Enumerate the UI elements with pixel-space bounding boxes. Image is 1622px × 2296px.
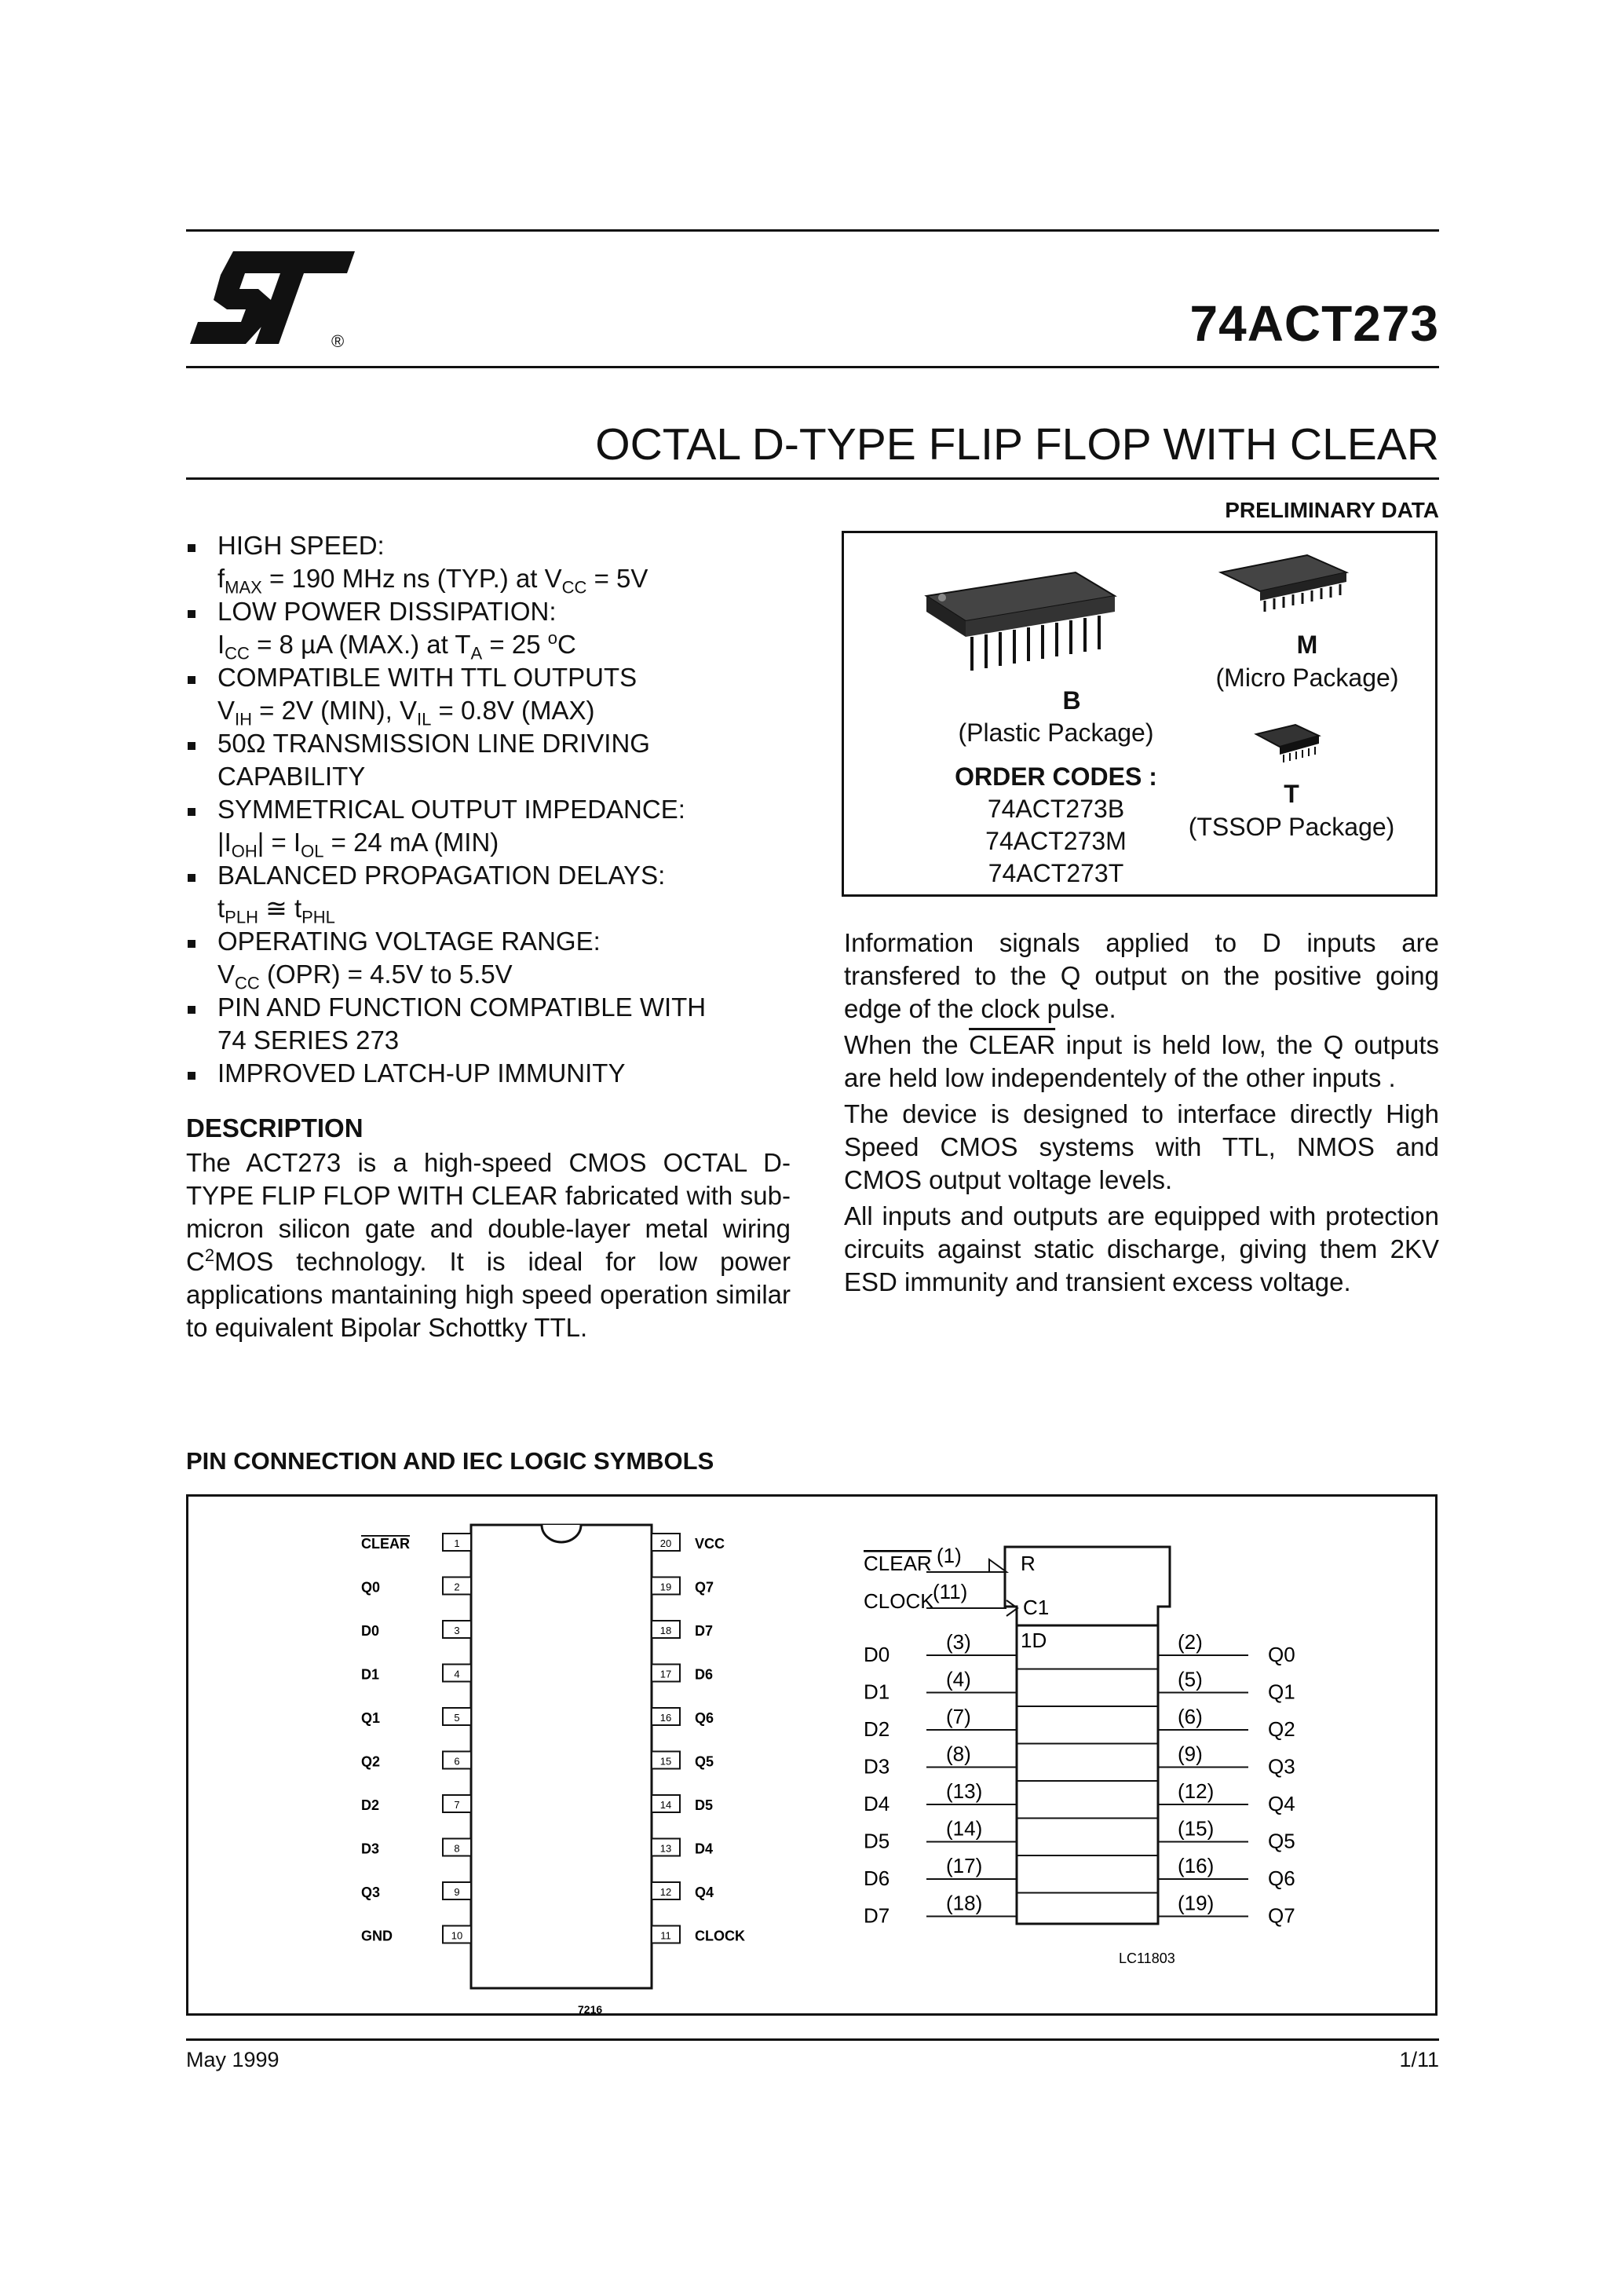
dip-pin-name: Q5 [695, 1753, 714, 1770]
feature-label: BALANCED PROPAGATION DELAYS: [217, 861, 666, 890]
iec-input-name: D1 [864, 1680, 890, 1704]
footer-date: May 1999 [186, 2048, 279, 2071]
dip-pin-number: 6 [454, 1755, 460, 1768]
preliminary-label: PRELIMINARY DATA [1225, 498, 1439, 522]
so-package-icon [1213, 549, 1354, 620]
protection-paragraph: All inputs and outputs are equipped with protection circuits against static discharge, giving them 2KV ESD immunity and transient excess voltage. [844, 1201, 1439, 1296]
dip-pin-name: D2 [361, 1797, 380, 1813]
order-code: 74ACT273B [987, 795, 1125, 823]
package-t-name: (TSSOP Package) [1188, 813, 1395, 841]
feature-label: PIN AND FUNCTION COMPATIBLE WITH [217, 993, 707, 1022]
iec-output-name: Q7 [1268, 1903, 1295, 1928]
order-code: 74ACT273T [988, 859, 1124, 887]
feature-detail: $V_{IH} = 2V$ (MIN), $V_{IL} = 0.8V$ (MAX) [217, 696, 595, 729]
iec-output-name: Q0 [1268, 1643, 1295, 1666]
iec-input-name: D7 [864, 1903, 890, 1928]
dip-package-icon [919, 565, 1123, 682]
feature-label: IMPROVED LATCH-UP IMMUNITY [217, 1058, 626, 1088]
dip-code: 7216 [578, 2003, 603, 2016]
feature-item [186, 727, 798, 793]
dip-pin-name: D5 [695, 1797, 714, 1813]
dip-pin-number: 14 [659, 1799, 672, 1811]
feature-item [186, 661, 798, 727]
iec-r-label: R [1021, 1552, 1036, 1575]
iec-output-pin: (12) [1178, 1779, 1215, 1803]
feature-detail: $I_{CC} = 8$ µA (MAX.) at $T_A = 25$ $^o$C [217, 628, 576, 664]
iec-input-pin: (18) [946, 1891, 983, 1915]
iec-c1-label: C1 [1023, 1596, 1050, 1619]
iec-input-pin: (7) [946, 1705, 971, 1728]
package-m-letter: M [1296, 631, 1318, 659]
dip-pin-number: 16 [659, 1712, 672, 1724]
dip-pin-number: 20 [659, 1537, 672, 1549]
iec-input-pin: (3) [946, 1630, 971, 1654]
feature-detail: $|I_{OH}| = I_{OL} = 24$ mA (MIN) [217, 828, 499, 861]
iec-input-pin: (13) [946, 1779, 983, 1803]
feature-detail: $t_{PLH}$ ≅ $t_{PHL}$ [217, 894, 335, 927]
iec-output-pin: (9) [1178, 1742, 1203, 1766]
dip-pin-number: 12 [659, 1886, 672, 1898]
top-rule [186, 229, 1439, 232]
dip-pin-name: D7 [695, 1623, 714, 1639]
iec-output-name: Q1 [1268, 1680, 1295, 1704]
iec-output-name: Q2 [1268, 1717, 1295, 1741]
iec-input-pin: (4) [946, 1667, 971, 1691]
dip-pin-number: 5 [454, 1712, 460, 1724]
dip-pin-name: Q2 [361, 1753, 381, 1770]
dip-pin-name: Q3 [361, 1885, 381, 1900]
dip-pin-number: 1 [454, 1537, 460, 1549]
dip-pin-name: Q7 [695, 1579, 714, 1596]
page-title: OCTAL D-TYPE FLIP FLOP WITH CLEAR [595, 419, 1439, 470]
footer-page: 1/11 [1399, 2048, 1439, 2071]
package-b-letter: B [1062, 686, 1081, 715]
iec-code: LC11803 [1119, 1951, 1175, 1966]
feature-item [186, 925, 798, 991]
pin-section-heading: PIN CONNECTION AND IEC LOGIC SYMBOLS [186, 1447, 714, 1475]
header-rule [186, 366, 1439, 368]
feature-label: 50Ω TRANSMISSION LINE DRIVING [217, 729, 650, 758]
clear-paragraph: When the CLEAR input is held low, the Q outputs are held low independentely of the other inputs . [844, 1030, 1440, 1092]
dip-pin-number: 17 [659, 1668, 672, 1680]
description-heading: DESCRIPTION [186, 1113, 363, 1143]
iec-output-pin: (15) [1178, 1816, 1215, 1841]
interface-paragraph: The device is designed to interface directly High Speed CMOS systems with TTL, NMOS and CMOS output voltage levels. [844, 1099, 1439, 1194]
order-codes-heading: ORDER CODES : [955, 762, 1157, 791]
dip-pin-name: D3 [361, 1841, 380, 1857]
dip-pin-number: 13 [659, 1842, 672, 1855]
title-rule [186, 477, 1439, 480]
iec-clock-label: CLOCK [864, 1589, 934, 1613]
iec-input-name: D0 [864, 1643, 890, 1666]
iec-output-pin: (19) [1178, 1891, 1215, 1915]
feature-detail: $V_{CC}$ (OPR) = 4.5V to 5.5V [217, 960, 513, 993]
iec-input-name: D4 [864, 1792, 890, 1815]
dip-pin-number: 18 [659, 1625, 672, 1636]
feature-label: HIGH SPEED: [217, 531, 385, 560]
registered-mark: ® [331, 331, 345, 351]
iec-clock-pin: (11) [933, 1580, 968, 1603]
iec-input-name: D6 [864, 1866, 890, 1890]
iec-output-pin: (6) [1178, 1705, 1203, 1728]
dip-pin-number: 9 [454, 1886, 460, 1898]
feature-item [186, 991, 798, 1057]
dip-pin-name: D4 [695, 1841, 714, 1857]
package-b-name: (Plastic Package) [958, 718, 1154, 747]
order-code: 74ACT273M [985, 827, 1127, 855]
iec-output-name: Q3 [1268, 1754, 1295, 1779]
iec-output-pin: (2) [1178, 1630, 1203, 1654]
iec-1d-label: 1D [1021, 1629, 1047, 1652]
dip-pin-name: GND [361, 1928, 393, 1944]
iec-output-name: Q5 [1268, 1829, 1295, 1853]
feature-detail: $f_{MAX} = 190$ MHz ns (TYP.) at $V_{CC} = 5V$ [217, 564, 648, 598]
dip-pin-number: 19 [659, 1581, 672, 1593]
dip-pin-name: D1 [361, 1666, 380, 1683]
dip-pin-number: 3 [454, 1625, 460, 1636]
description-text: The ACT273 is a high-speed CMOS OCTAL D-TYPE FLIP FLOP WITH CLEAR fabricated with sub-micron silicon gate and double-layer metal wiring $C^2MOS$ technology. It is ideal for low power applications mantaining high speed operation similar to equivalent Bipolar Schottky TTL. [186, 1148, 791, 1342]
package-m-name: (Micro Package) [1215, 664, 1399, 692]
feature-label: SYMMETRICAL OUTPUT IMPEDANCE: [217, 795, 685, 824]
feature-item [186, 859, 798, 925]
feature-item [186, 1057, 798, 1090]
package-box [842, 531, 1438, 897]
dip-pinout [345, 1520, 754, 2016]
iec-input-pin: (8) [946, 1742, 971, 1766]
feature-label: OPERATING VOLTAGE RANGE: [217, 927, 601, 956]
feature-label: COMPATIBLE WITH TTL OUTPUTS [217, 663, 637, 692]
iec-input-pin: (17) [946, 1854, 983, 1877]
dip-pin-name: Q4 [695, 1885, 714, 1900]
tssop-package-icon [1252, 718, 1323, 773]
info-paragraph: Information signals applied to D inputs are transfered to the Q output on the positive going edge of the clock pulse. [844, 928, 1439, 1023]
iec-input-name: D2 [864, 1717, 890, 1741]
feature-detail: 74 SERIES 273 [217, 1026, 400, 1055]
iec-input-name: D3 [864, 1754, 890, 1779]
dip-pin-name: Q0 [361, 1579, 381, 1596]
dip-pin-name: CLOCK [695, 1928, 745, 1944]
pin-figure-box [186, 1494, 1438, 2016]
feature-item [186, 793, 798, 859]
dip-pin-number: 7 [454, 1799, 460, 1811]
iec-output-name: Q6 [1268, 1866, 1295, 1890]
footer-rule [186, 2038, 1439, 2041]
dip-pin-name: Q1 [361, 1710, 381, 1726]
dip-pin-number: 2 [454, 1581, 460, 1593]
feature-detail: CAPABILITY [217, 762, 366, 791]
dip-pin-number: 4 [454, 1668, 460, 1680]
dip-pin-name: D0 [361, 1623, 380, 1639]
iec-output-pin: (5) [1178, 1667, 1203, 1691]
iec-input-pin: (14) [946, 1816, 983, 1841]
iec-logic-symbol [864, 1537, 1413, 1977]
feature-item [186, 595, 798, 664]
iec-output-pin: (16) [1178, 1854, 1215, 1877]
dip-pin-name: CLEAR [361, 1536, 410, 1552]
dip-pin-number: 10 [451, 1929, 463, 1942]
dip-pin-name: D6 [695, 1666, 714, 1683]
part-number: 74ACT273 [1189, 295, 1439, 352]
feature-item [186, 529, 798, 598]
dip-pin-number: 11 [660, 1929, 671, 1942]
iec-input-name: D5 [864, 1829, 890, 1853]
iec-output-name: Q4 [1268, 1792, 1295, 1815]
dip-pin-number: 15 [659, 1755, 672, 1768]
dip-pin-number: 8 [454, 1842, 460, 1855]
iec-clear-label: CLEAR [864, 1552, 932, 1575]
iec-clear-pin: (1) [937, 1544, 962, 1567]
feature-label: LOW POWER DISSIPATION: [217, 597, 557, 626]
dip-pin-name: Q6 [695, 1710, 714, 1726]
dip-pin-name: VCC [695, 1536, 725, 1552]
package-t-letter: T [1284, 780, 1299, 808]
